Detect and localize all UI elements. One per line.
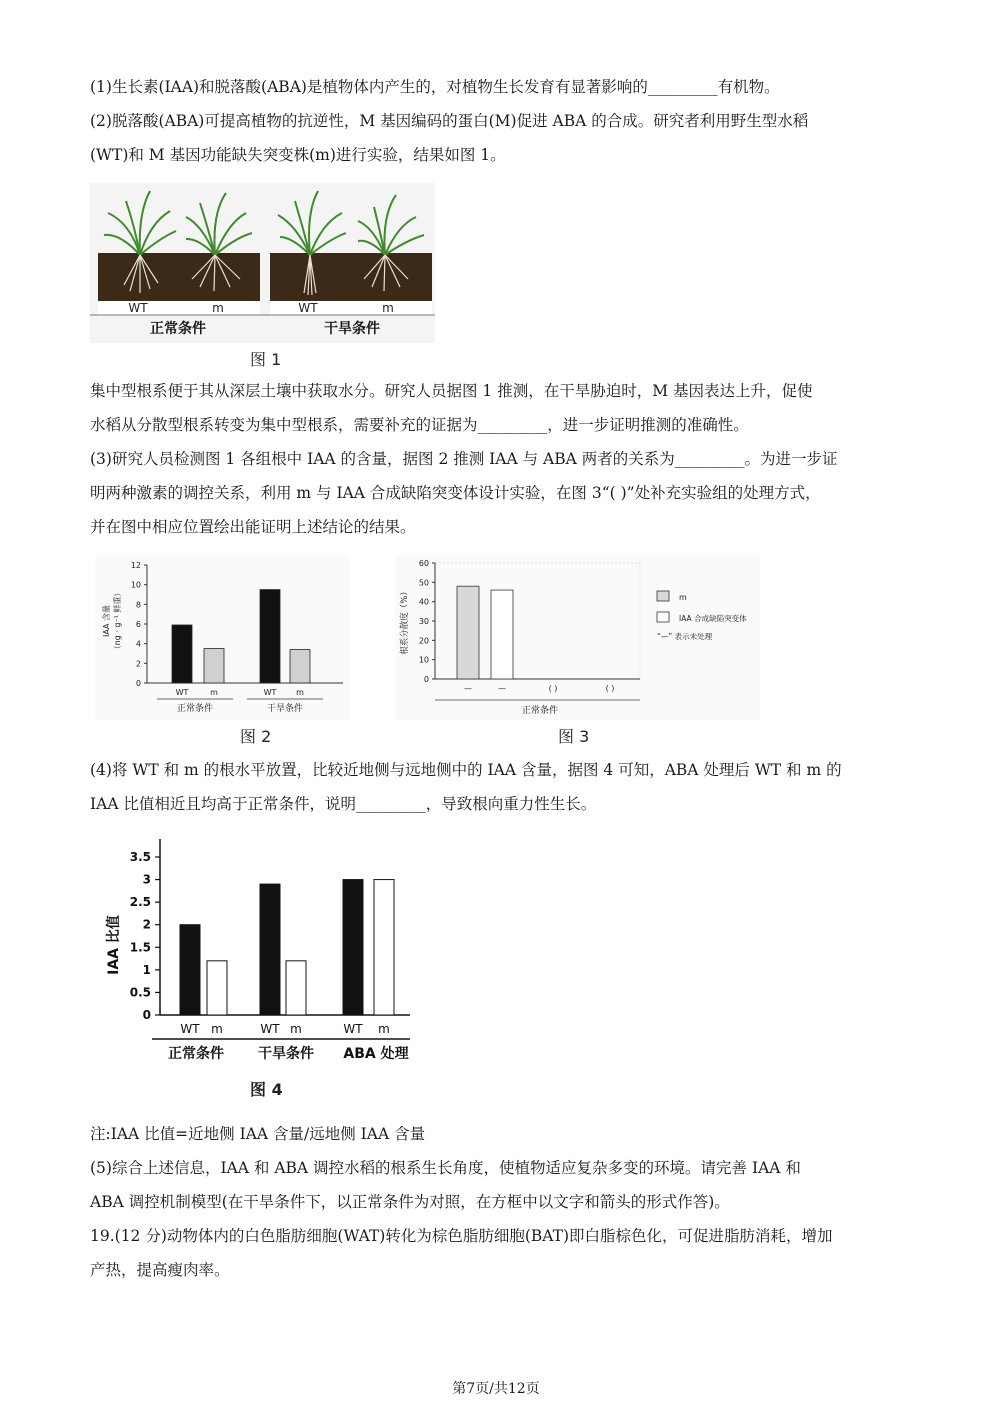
fig3-legend-untreated-note: “—” 表示未处理 xyxy=(657,632,713,641)
fig1-label-wt-1: WT xyxy=(128,301,148,315)
question-5-line-1: (5)综合上述信息，IAA 和 ABA 调控水稻的根系生长角度，使植物适应复杂多变的环境。请完善 IAA 和 xyxy=(90,1159,801,1177)
question-4-line-1: (4)将 WT 和 m 的根水平放置，比较近地侧与远地侧中的 IAA 含量，据图 4 可知，ABA 处理后 WT 和 m 的 xyxy=(90,761,842,779)
fig3-legend-swatch-iaa xyxy=(657,612,669,622)
fig2-condition-normal: 正常条件 xyxy=(176,704,214,714)
figure-1-caption: 图 1 xyxy=(250,350,282,369)
fig2-y-tick-label: 4 xyxy=(135,639,141,649)
fig2-y-tick-label: 6 xyxy=(135,620,141,629)
question-3-line-1: (3)研究人员检测图 1 各组根中 IAA 的含量，据图 2 推测 IAA 与 ABA 两者的关系为_________。为进一步证 xyxy=(90,450,838,468)
figure-2-caption: 图 2 xyxy=(240,727,272,746)
question-3 xyxy=(90,442,905,544)
question-19-line-1: 19.(12 分)动物体内的白色脂肪细胞(WAT)转化为棕色脂肪细胞(BAT)即白脂棕色化，可促进脂肪消耗，增加 xyxy=(90,1227,833,1245)
fig4-x-tick-label: WT xyxy=(180,1022,200,1036)
fig2-y-tick-label: 10 xyxy=(130,580,141,590)
fig4-y-tick-label: 3.5 xyxy=(129,850,151,864)
fig4-x-tick-label: m xyxy=(378,1022,390,1036)
fig3-y-tick-label: 10 xyxy=(418,655,429,665)
fig2-yunit: （ng · g⁻¹ 鲜重） xyxy=(113,588,122,654)
note-text: 注:IAA 比值=近地侧 IAA 含量/远地侧 IAA 含量 xyxy=(90,1125,426,1143)
fig2-y-tick-label: 12 xyxy=(130,561,141,570)
fig2-y-tick-label: 0 xyxy=(135,679,141,688)
fig4-y-tick-label: 2 xyxy=(142,917,151,932)
question-4-line-2: IAA 比值相近且均高于正常条件，说明_________，导致根向重力性生长。 xyxy=(90,795,597,813)
fig3-y-tick-label: 0 xyxy=(423,675,429,684)
fig3-bar-iaa-mutant xyxy=(491,590,513,679)
fig2-y-tick-label: 2 xyxy=(135,659,141,669)
fig2-bar-m xyxy=(290,650,310,683)
fig2-bar-m xyxy=(204,649,224,683)
question-2b-line-2: 水稻从分散型根系转变为集中型根系，需要补充的证据为_________，进一步证明推测的准确性。 xyxy=(90,416,749,434)
fig3-legend-m: m xyxy=(679,593,687,602)
fig4-bar-m xyxy=(374,880,394,1015)
fig4-x-tick-label: m xyxy=(211,1022,223,1036)
fig1-label-wt-2: WT xyxy=(298,301,318,315)
fig3-legend-swatch-m xyxy=(657,591,669,601)
question-4 xyxy=(90,753,905,821)
fig4-y-tick-label: 0.5 xyxy=(129,985,151,1000)
fig4-y-tick-label: 3 xyxy=(142,872,151,887)
question-2b-line-1: 集中型根系便于其从深层土壤中获取水分。研究人员据图 1 推测，在干旱胁迫时，M 基因表达上升，促使 xyxy=(90,382,813,400)
fig4-bar-wt xyxy=(180,925,200,1015)
fig3-condition-normal: 正常条件 xyxy=(521,706,559,716)
fig3-y-tick-label: 60 xyxy=(418,559,429,568)
question-19 xyxy=(90,1219,905,1287)
question-2-continued xyxy=(90,374,905,442)
question-3-line-3: 并在图中相应位置绘出能证明上述结论的结果。 xyxy=(90,518,416,536)
fig3-y-tick-label: 50 xyxy=(418,578,429,588)
fig2-ylabel: IAA 含量 xyxy=(102,604,111,638)
fig4-ylabel: IAA 比值 xyxy=(106,915,122,975)
figure-3-caption: 图 3 xyxy=(558,727,590,746)
fig2-condition-drought: 干旱条件 xyxy=(266,704,304,714)
fig4-bar-m xyxy=(207,961,227,1015)
fig4-x-tick-label: WT xyxy=(260,1022,280,1036)
fig1-condition-normal: 正常条件 xyxy=(150,321,206,337)
fig4-condition-aba: ABA 处理 xyxy=(343,1046,409,1062)
question-5-line-2: ABA 调控机制模型(在干旱条件下，以正常条件为对照，在方框中以文字和箭头的形式作答)。 xyxy=(90,1193,730,1211)
question-5 xyxy=(90,1151,905,1219)
fig3-x-tick-label: ( ) xyxy=(605,684,615,693)
figure-4-caption: 图 4 xyxy=(250,1080,283,1099)
fig2-y-tick-label: 8 xyxy=(135,600,141,610)
fig2-x-tick-label: m xyxy=(210,688,218,697)
figure-1-illustration xyxy=(90,183,435,343)
question-1-text: (1)生长素(IAA)和脱落酸(ABA)是植物体内产生的，对植物生长发育有显著影响的_________有机物。 xyxy=(90,78,780,96)
figure-4-chart xyxy=(100,835,420,1067)
fig4-bar-m xyxy=(286,961,306,1015)
fig4-bar-wt xyxy=(260,884,280,1015)
fig3-y-tick-label: 40 xyxy=(418,597,429,607)
figure-3-chart xyxy=(395,555,760,720)
question-1 xyxy=(90,70,905,104)
fig2-x-tick-label: m xyxy=(296,688,304,697)
fig4-condition-normal: 正常条件 xyxy=(168,1046,224,1062)
fig3-ylabel: 根系分散度（%） xyxy=(400,587,410,655)
question-19-line-2: 产热，提高瘦肉率。 xyxy=(90,1261,230,1279)
fig3-legend-iaa-mutant: IAA 合成缺陷突变体 xyxy=(679,614,747,623)
question-2 xyxy=(90,104,905,172)
fig3-y-tick-label: 20 xyxy=(418,636,429,646)
fig4-y-tick-label: 1.5 xyxy=(129,940,151,955)
fig4-x-tick-label: WT xyxy=(343,1022,363,1036)
fig4-x-tick-label: m xyxy=(290,1022,302,1036)
fig1-condition-drought: 干旱条件 xyxy=(324,321,380,337)
fig4-y-tick-label: 0 xyxy=(142,1008,151,1022)
fig4-y-tick-label: 2.5 xyxy=(129,895,151,910)
fig2-bar-wt xyxy=(260,590,280,683)
fig4-y-tick-label: 1 xyxy=(142,962,151,977)
fig2-x-tick-label: WT xyxy=(175,688,189,697)
note xyxy=(90,1117,905,1151)
question-2-line-1: (2)脱落酸(ABA)可提高植物的抗逆性，M 基因编码的蛋白(M)促进 ABA 的合成。研究者利用野生型水稻 xyxy=(90,112,809,130)
soil-panel-normal xyxy=(98,253,260,301)
fig1-label-m-2: m xyxy=(382,301,394,315)
fig1-label-m-1: m xyxy=(212,301,224,315)
fig3-x-tick-label: — xyxy=(498,684,506,693)
question-3-line-2: 明两种激素的调控关系，利用 m 与 IAA 合成缺陷突变体设计实验，在图 3“( )”处补充实验组的处理方式， xyxy=(90,484,821,502)
figure-2-chart xyxy=(95,555,350,720)
fig2-bar-wt xyxy=(172,625,192,683)
question-2-line-2: (WT)和 M 基因功能缺失突变株(m)进行实验，结果如图 1。 xyxy=(90,146,506,164)
fig2-x-tick-label: WT xyxy=(263,688,277,697)
fig3-bar-m xyxy=(457,586,479,679)
fig3-y-tick-label: 30 xyxy=(418,617,429,626)
page-number: 第7页/共12页 xyxy=(452,1381,540,1397)
fig4-bar-wt xyxy=(343,880,363,1015)
fig4-condition-drought: 干旱条件 xyxy=(258,1046,314,1062)
fig3-x-tick-label: ( ) xyxy=(548,684,558,693)
fig3-x-tick-label: — xyxy=(464,684,472,693)
soil-panel-drought xyxy=(270,253,432,301)
